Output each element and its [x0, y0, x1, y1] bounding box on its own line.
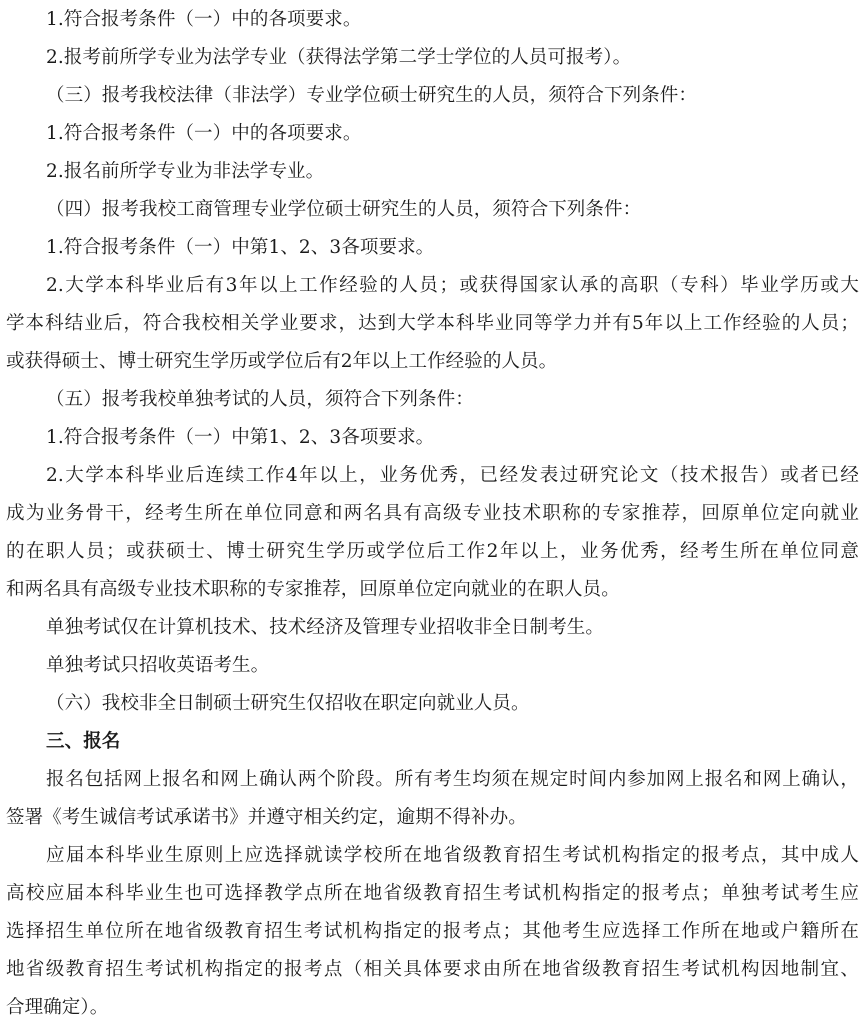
text-line: 选择招生单位所在地省级教育招生考试机构指定的报考点；其他考生应选择工作所在地或户籍所在	[6, 921, 859, 942]
text-line: 成为业务骨干，经考生所在单位同意和两名具有高级专业技术职称的专家推荐，回原单位定向就业	[6, 503, 859, 524]
section-heading: （六）我校非全日制硕士研究生仅招收在职定向就业人员。	[46, 693, 530, 714]
text-line: 报名包括网上报名和网上确认两个阶段。所有考生均须在规定时间内参加网上报名和网上确认，	[46, 769, 859, 790]
text-line: 合理确定）。	[6, 997, 109, 1018]
section-heading: （四）报考我校工商管理专业学位硕士研究生的人员，须符合下列条件：	[46, 199, 642, 220]
text-line: 2.大学本科毕业后连续工作4年以上，业务优秀，已经发表过研究论文（技术报告）或者已经	[46, 465, 859, 486]
text-line: 应届本科毕业生原则上应选择就读学校所在地省级教育招生考试机构指定的报考点，其中成人	[46, 845, 859, 866]
text-line: 2.报名前所学专业为非法学专业。	[46, 161, 325, 182]
text-line: 2.报考前所学专业为法学专业（获得法学第二学士学位的人员可报考）。	[46, 47, 632, 68]
text-line: 或获得硕士、博士研究生学历或学位后有2年以上工作经验的人员。	[6, 351, 558, 372]
text-line: 单独考试只招收英语考生。	[46, 655, 270, 676]
text-line: 学本科结业后，符合我校相关学业要求，达到大学本科毕业同等学力并有5年以上工作经验的人员；	[6, 313, 859, 334]
text-line: 单独考试仅在计算机技术、技术经济及管理专业招收非全日制考生。	[46, 617, 605, 638]
section-heading: （五）报考我校单独考试的人员，须符合下列条件：	[46, 389, 474, 410]
text-line: 高校应届本科毕业生也可选择教学点所在地省级教育招生考试机构指定的报考点；单独考试考生应	[6, 883, 859, 904]
text-line: 1.符合报考条件（一）中第1、2、3各项要求。	[46, 427, 435, 448]
text-line: 地省级教育招生考试机构指定的报考点（相关具体要求由所在地省级教育招生考试机构因地制宜、	[6, 959, 859, 980]
text-line: 1.符合报考条件（一）中第1、2、3各项要求。	[46, 237, 435, 258]
text-line: 1.符合报考条件（一）中的各项要求。	[46, 123, 362, 144]
text-line: 1.符合报考条件（一）中的各项要求。	[46, 9, 362, 30]
section-heading: （三）报考我校法律（非法学）专业学位硕士研究生的人员，须符合下列条件：	[46, 85, 698, 106]
chapter-heading: 三、报名	[46, 731, 121, 752]
text-line: 的在职人员；或获硕士、博士研究生学历或学位后工作2年以上，业务优秀，经考生所在单位同意	[6, 541, 859, 562]
text-line: 和两名具有高级专业技术职称的专家推荐，回原单位定向就业的在职人员。	[6, 579, 620, 600]
text-line: 2.大学本科毕业后有3年以上工作经验的人员；或获得国家认承的高职（专科）毕业学历或大	[46, 275, 859, 296]
text-line: 签署《考生诚信考试承诺书》并遵守相关约定，逾期不得补办。	[6, 807, 527, 828]
